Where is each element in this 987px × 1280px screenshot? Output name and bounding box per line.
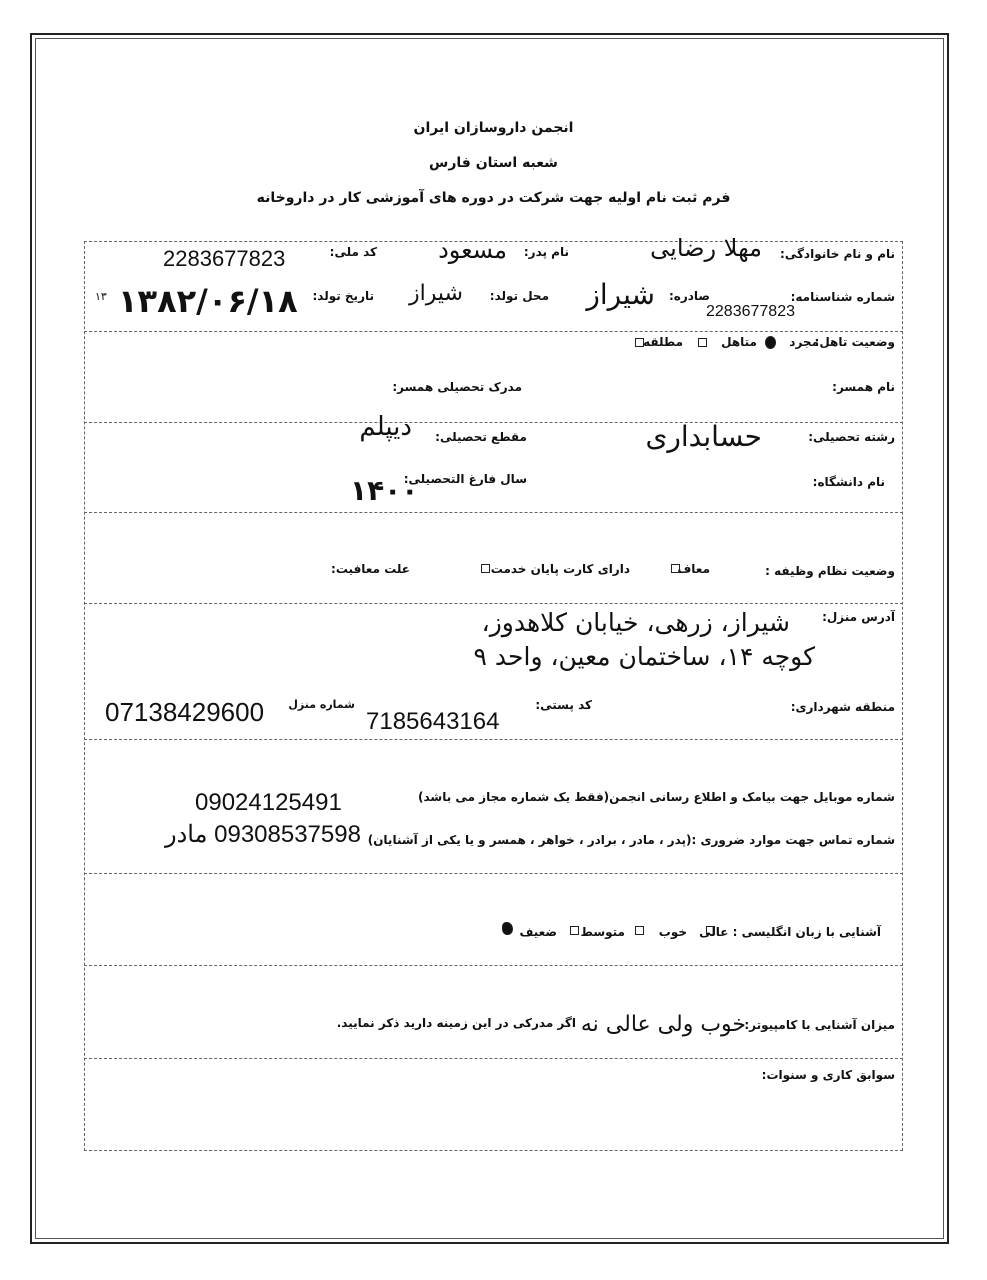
computer-skill-label: میزان آشنایی با کامپیوتر: bbox=[744, 1018, 895, 1032]
home-phone-label: شماره منزل bbox=[288, 698, 355, 711]
field-of-study-value: حسابداری bbox=[645, 420, 762, 453]
english-weak-label: ضعیف bbox=[519, 925, 557, 939]
english-good-label: خوب bbox=[658, 925, 687, 939]
name-value: مهلا رضایی bbox=[650, 234, 762, 262]
row-divider bbox=[84, 603, 903, 604]
marital-divorced-label: مطلقه bbox=[643, 335, 683, 349]
row-divider bbox=[84, 1058, 903, 1059]
computer-skill-note: اگر مدرکی در این زمینه دارید ذکر نمایید. bbox=[336, 1016, 576, 1030]
postal-code-label: کد پستی: bbox=[535, 698, 592, 712]
emergency-contact-label: شماره تماس جهت موارد ضروری :(پدر ، مادر ، برادر ، خواهر ، همسر و یا یکی از آشنایان) bbox=[367, 833, 895, 847]
row-divider bbox=[84, 873, 903, 874]
row-divider bbox=[84, 512, 903, 513]
military-card-checkbox[interactable] bbox=[481, 564, 490, 573]
english-weak-checkbox[interactable] bbox=[502, 922, 513, 935]
english-medium-checkbox[interactable] bbox=[570, 926, 579, 935]
row-divider bbox=[84, 1150, 903, 1151]
birthdate-prefix: ۱۳ bbox=[95, 290, 107, 303]
english-good-checkbox[interactable] bbox=[635, 926, 644, 935]
row-divider bbox=[84, 739, 903, 740]
field-of-study-label: رشته تحصیلی: bbox=[808, 430, 895, 444]
university-label: نام دانشگاه: bbox=[812, 475, 885, 489]
graduation-year-label: سال فارغ التحصیلی: bbox=[403, 472, 527, 486]
row-divider bbox=[84, 422, 903, 423]
mobile-value: 09024125491 bbox=[195, 789, 342, 816]
name-label: نام و نام خانوادگی: bbox=[780, 247, 895, 261]
id-number-value: 2283677823 bbox=[706, 303, 795, 320]
address-label: آدرس منزل: bbox=[822, 610, 895, 624]
military-exempt-label: معاف bbox=[677, 562, 710, 576]
english-excellent-checkbox[interactable] bbox=[706, 926, 715, 935]
military-exempt-checkbox[interactable] bbox=[671, 564, 680, 573]
issued-value: شیراز bbox=[586, 278, 655, 311]
exemption-reason-label: علت معافیت: bbox=[331, 562, 410, 576]
computer-skill-value: خوب ولی عالی نه bbox=[580, 1012, 746, 1037]
spouse-name-label: نام همسر: bbox=[832, 380, 895, 394]
national-id-label: کد ملی: bbox=[329, 245, 377, 259]
work-history-label: سوابق کاری و سنوات: bbox=[761, 1068, 895, 1082]
english-medium-label: متوسط bbox=[580, 925, 625, 939]
father-name-label: نام پدر: bbox=[523, 245, 569, 259]
education-level-label: مقطع تحصیلی: bbox=[435, 430, 527, 444]
birthdate-value: ۱۳۸۲/۰۶/۱۸ bbox=[118, 282, 298, 320]
birthdate-label: تاریخ تولد: bbox=[312, 289, 374, 303]
marital-label: وضعیت تاهل: bbox=[814, 335, 895, 349]
row-divider bbox=[84, 331, 903, 332]
home-phone-value: 07138429600 bbox=[105, 697, 265, 727]
marital-married-label: متاهل bbox=[721, 335, 757, 349]
marital-single-checkbox[interactable] bbox=[765, 336, 776, 349]
military-service-label: وضعیت نظام وظیفه : bbox=[765, 564, 895, 578]
postal-code-value: 7185643164 bbox=[366, 708, 500, 735]
marital-married-checkbox[interactable] bbox=[698, 338, 707, 347]
military-card-label: دارای کارت پایان خدمت bbox=[490, 562, 630, 576]
form-box bbox=[84, 241, 903, 1151]
header-branch: شعبه استان فارس bbox=[429, 155, 558, 171]
municipality-district-label: منطقه شهرداری: bbox=[790, 700, 895, 714]
education-level-value: دیپلم bbox=[359, 412, 412, 442]
marital-divorced-checkbox[interactable] bbox=[635, 338, 644, 347]
graduation-year-value: ۱۴۰۰ bbox=[350, 474, 419, 507]
header-association: انجمن داروسازان ایران bbox=[413, 120, 574, 136]
marital-single-label: مجرد bbox=[789, 335, 819, 349]
mobile-label: شماره موبایل جهت بیامک و اطلاع رسانی انجمن(فقط یک شماره مجاز می باشد) bbox=[418, 790, 895, 804]
address-line1: شیراز، زرهی، خیابان کلاهدوز، bbox=[481, 608, 790, 637]
form-title: فرم ثبت نام اولیه جهت شرکت در دوره های آموزشی کار در داروخانه bbox=[256, 190, 731, 206]
father-name-value: مسعود bbox=[438, 236, 507, 264]
emergency-contact-value: 09308537598 مادر bbox=[165, 821, 361, 848]
row-divider bbox=[84, 965, 903, 966]
address-line2: کوچه ۱۴، ساختمان معین، واحد ۹ bbox=[473, 642, 815, 671]
spouse-education-label: مدرک تحصیلی همسر: bbox=[392, 380, 522, 394]
english-skill-label: آشنایی با زبان انگلیسی : عالی bbox=[699, 925, 881, 939]
issued-label: صادره: bbox=[668, 289, 710, 303]
id-number-label: شماره شناسنامه: bbox=[790, 290, 895, 304]
national-id-value: 2283677823 bbox=[163, 246, 286, 271]
birthplace-label: محل تولد: bbox=[489, 289, 549, 303]
birthplace-value: شیراز bbox=[409, 281, 463, 306]
